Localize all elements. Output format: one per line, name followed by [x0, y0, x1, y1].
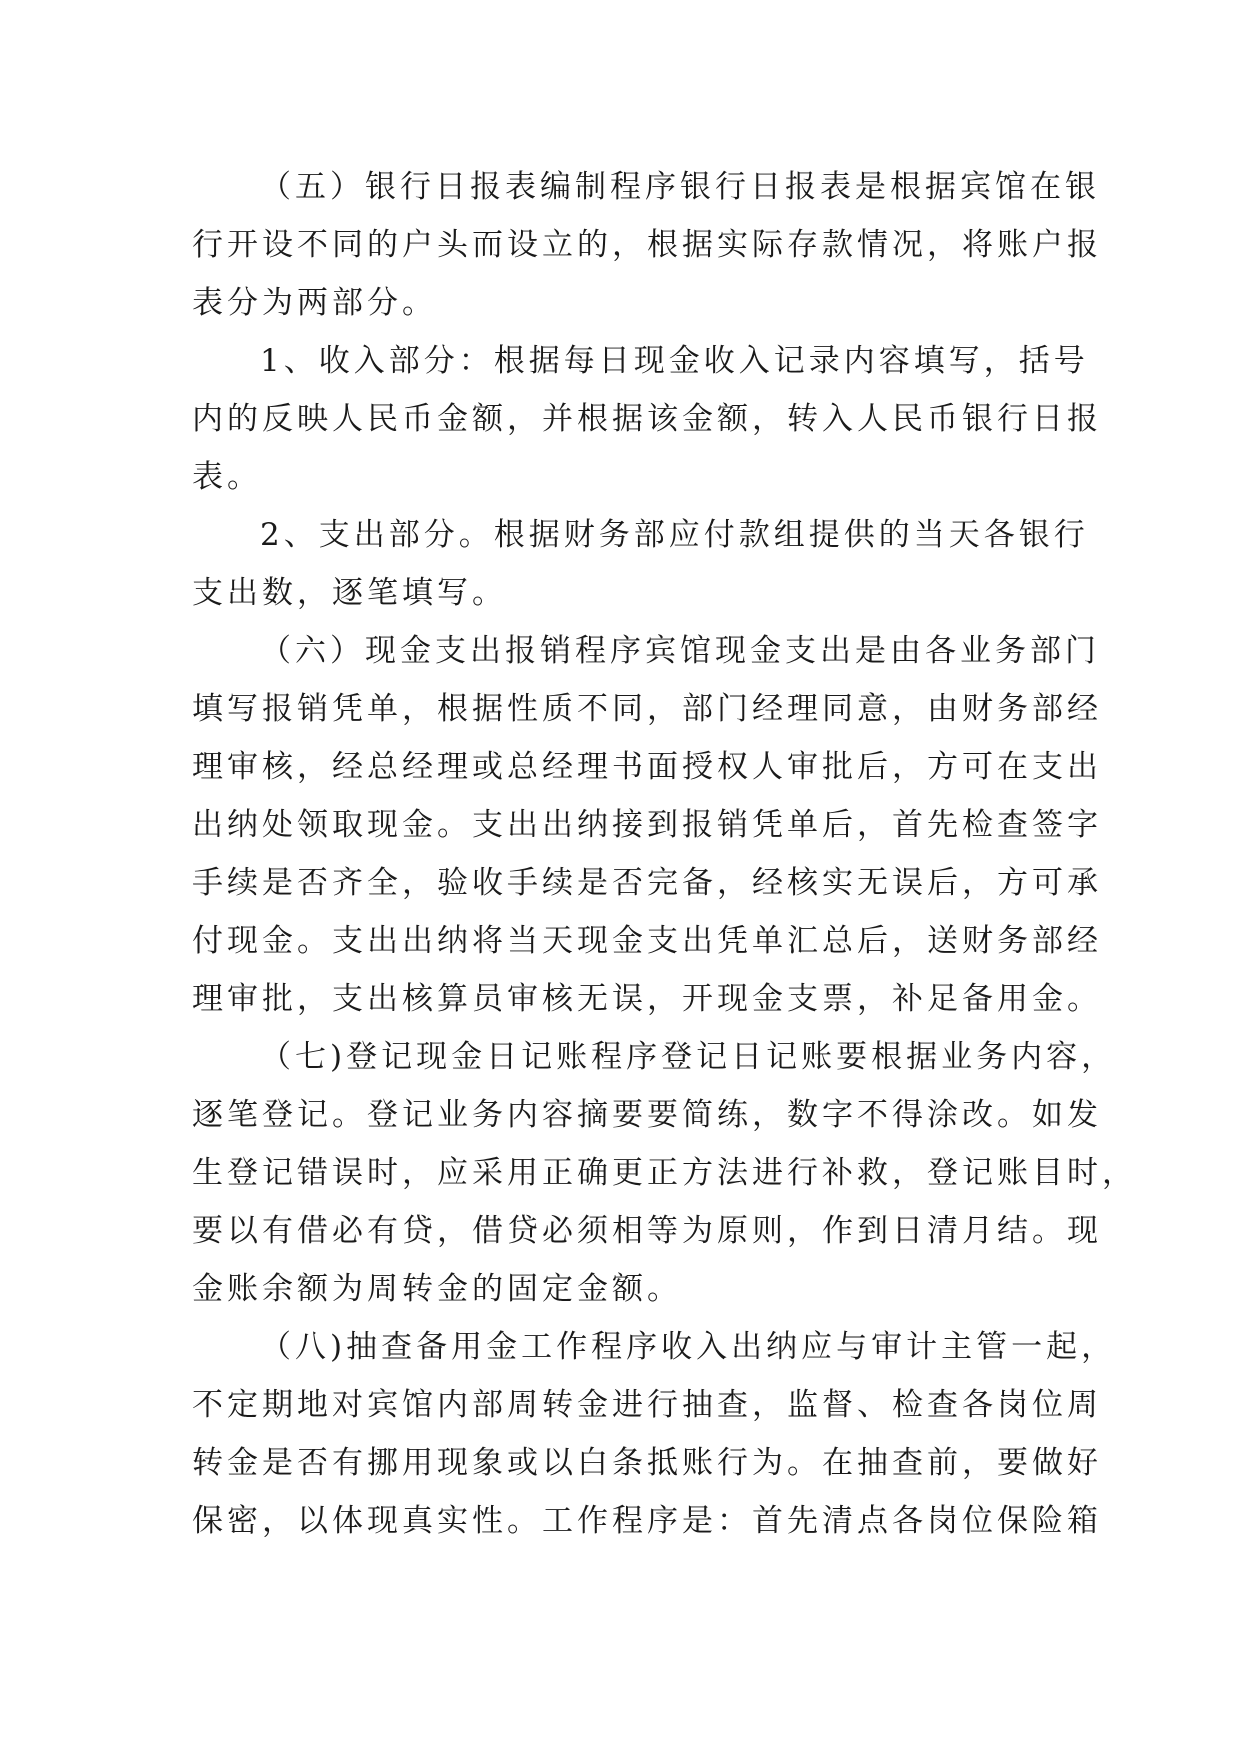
text-line: 手续是否齐全，验收手续是否完备，经核实无误后，方可承	[192, 865, 1102, 901]
text-line: 行开设不同的户头而设立的，根据实际存款情况，将账户报	[192, 227, 1102, 263]
text-line: 理审批，支出核算员审核无误，开现金支票，补足备用金。	[192, 981, 1102, 1017]
text-line: 生登记错误时，应采用正确更正方法进行补救，登记账目时，	[192, 1155, 1137, 1191]
text-line: （六）现金支出报销程序宾馆现金支出是由各业务部门	[260, 633, 1100, 669]
text-line: 不定期地对宾馆内部周转金进行抽查，监督、检查各岗位周	[192, 1387, 1102, 1423]
paragraph-petty-cash-audit	[192, 1318, 1117, 1550]
text-line: 付现金。支出出纳将当天现金支出凭单汇总后，送财务部经	[192, 923, 1102, 959]
paragraph-income-part	[192, 332, 1102, 506]
paragraph-expense-part	[192, 506, 1089, 622]
text-line: （八)抽查备用金工作程序收入出纳应与审计主管一起，	[260, 1329, 1117, 1365]
paragraph-bank-daily-report	[192, 158, 1102, 332]
text-line: 支出数，逐笔填写。	[192, 575, 507, 611]
text-line: （七)登记现金日记账程序登记日记账要根据业务内容，	[260, 1039, 1117, 1075]
text-line: 保密，以体现真实性。工作程序是：首先清点各岗位保险箱	[192, 1503, 1102, 1539]
text-line: 转金是否有挪用现象或以白条抵账行为。在抽查前，要做好	[192, 1445, 1102, 1481]
text-line: 逐笔登记。登记业务内容摘要要简练，数字不得涂改。如发	[192, 1097, 1102, 1133]
paragraph-cash-journal	[192, 1028, 1137, 1318]
text-line: 填写报销凭单，根据性质不同，部门经理同意，由财务部经	[192, 691, 1102, 727]
text-line: 要以有借必有贷，借贷必须相等为原则，作到日清月结。现	[192, 1213, 1102, 1249]
text-line: 出纳处领取现金。支出出纳接到报销凭单后，首先检查签字	[192, 807, 1102, 843]
text-line: （五）银行日报表编制程序银行日报表是根据宾馆在银	[260, 169, 1100, 205]
text-line: 理审核，经总经理或总经理书面授权人审批后，方可在支出	[192, 749, 1102, 785]
text-line: 1、收入部分：根据每日现金收入记录内容填写，括号	[260, 343, 1089, 379]
text-line: 金账余额为周转金的固定金额。	[192, 1271, 682, 1307]
text-line: 表。	[192, 459, 262, 495]
text-line: 表分为两部分。	[192, 285, 437, 321]
paragraph-cash-reimbursement	[192, 622, 1102, 1028]
text-line: 2、支出部分。根据财务部应付款组提供的当天各银行	[260, 517, 1089, 553]
document-body	[192, 158, 1137, 1550]
text-line: 内的反映人民币金额，并根据该金额，转入人民币银行日报	[192, 401, 1102, 437]
